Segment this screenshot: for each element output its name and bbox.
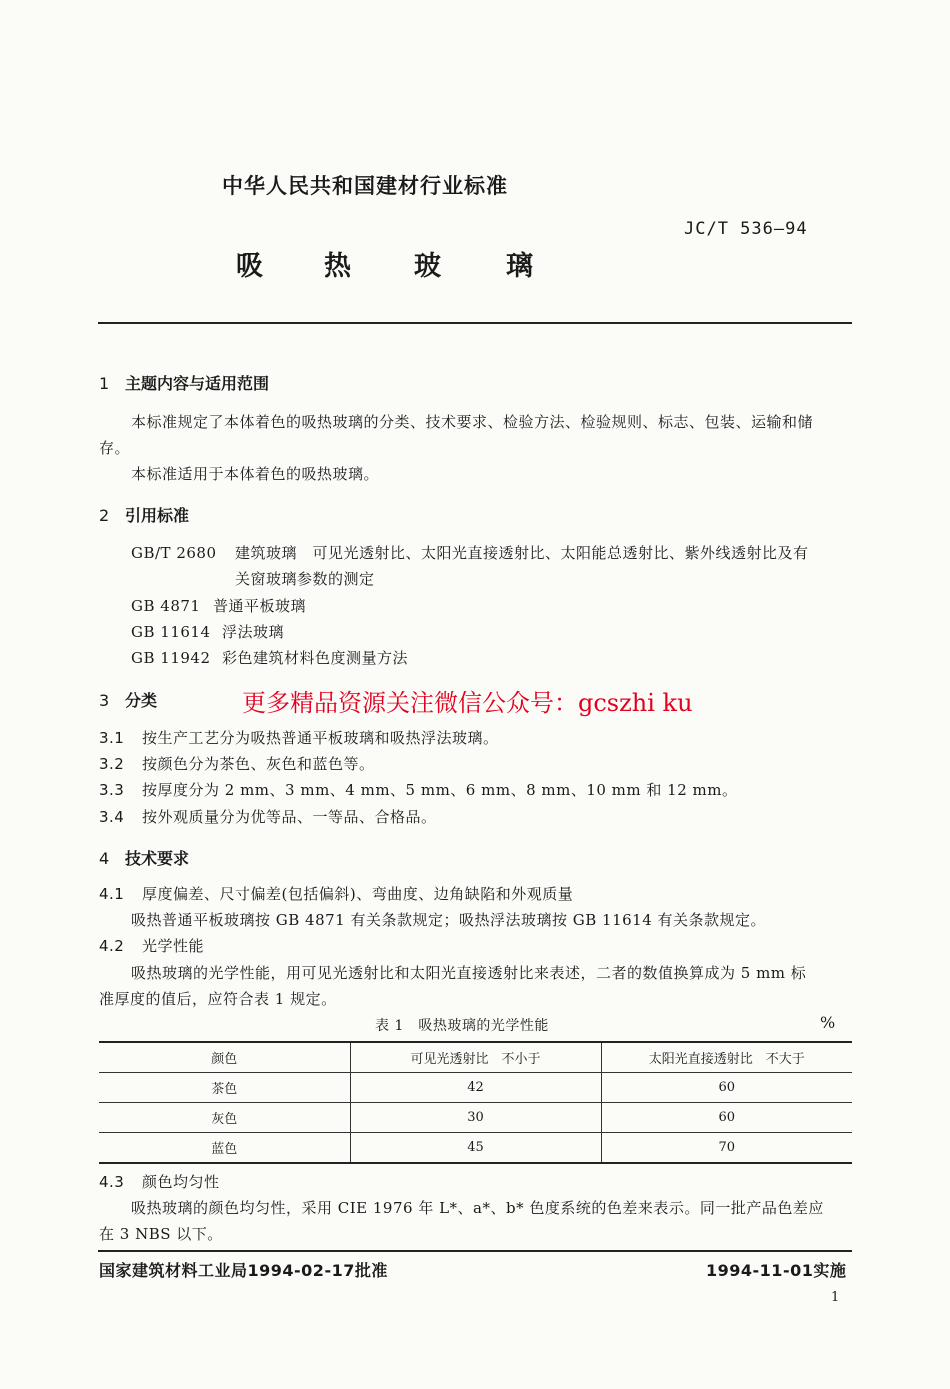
section-number: 2 — [99, 506, 110, 525]
doc-title-char-1: 吸 — [236, 251, 263, 282]
watermark-text: 更多精品资源关注微信公众号：gcszhi ku — [242, 689, 693, 717]
optical-performance-table — [99, 1041, 852, 1164]
page-number: 1 — [831, 1290, 840, 1305]
clause-number: 3.2 — [99, 755, 125, 773]
ref-item — [131, 621, 284, 642]
clause-number: 4.3 — [99, 1173, 125, 1191]
cell-solar: 70 — [601, 1133, 852, 1164]
section-3-heading — [99, 688, 157, 711]
cell-color: 灰色 — [211, 1112, 238, 1127]
clause-4-2-heading — [99, 935, 204, 956]
clause-text: 按外观质量分为优等品、一等品、合格品。 — [142, 808, 437, 826]
cell-color: 茶色 — [211, 1082, 238, 1097]
doc-title-char-3: 玻 — [414, 251, 441, 282]
section-4-heading — [99, 846, 189, 869]
col-header-visible-transmittance: 可见光透射比 不小于 — [350, 1042, 601, 1073]
ref-code: GB 11942 — [131, 649, 211, 667]
cell-visible: 42 — [350, 1073, 601, 1103]
issuing-organization: 中华人民共和国建材行业标准 — [222, 174, 508, 198]
col-header-solar-transmittance: 太阳光直接透射比 不大于 — [601, 1042, 852, 1073]
ref-code: GB 4871 — [131, 597, 201, 615]
ref-title-cont: 关窗玻璃参数的测定 — [235, 570, 375, 588]
clause-4-2-line1: 吸热玻璃的光学性能，用可见光透射比和太阳光直接透射比来表述，二者的数值换算成为 5 mm 标 — [131, 964, 807, 982]
effective-date: 1994-11-01实施 — [706, 1261, 847, 1280]
clause-text: 按厚度分为 2 mm、3 mm、4 mm、5 mm、6 mm、8 mm、10 mm 和 12 mm。 — [142, 781, 738, 799]
clause-number: 3.1 — [99, 729, 125, 747]
ref-item — [131, 595, 306, 616]
ref-item — [131, 542, 809, 563]
ref-title: 彩色建筑材料色度测量方法 — [222, 649, 409, 667]
section-title: 主题内容与适用范围 — [125, 374, 270, 393]
section-number: 3 — [99, 691, 110, 710]
cell-visible: 30 — [350, 1103, 601, 1133]
s1-para1-line1: 本标准规定了本体着色的吸热玻璃的分类、技术要求、检验方法、检验规则、标志、包装、运输和储 — [131, 413, 814, 431]
cell-color: 蓝色 — [211, 1142, 238, 1157]
section-title: 分类 — [125, 691, 158, 710]
ref-item — [131, 647, 408, 668]
col-header-color: 颜色 — [211, 1052, 238, 1067]
clause-4-3-heading — [99, 1171, 220, 1192]
clause-heading: 厚度偏差、尺寸偏差(包括偏斜)、弯曲度、边角缺陷和外观质量 — [142, 885, 574, 903]
clause-3-2 — [99, 753, 375, 774]
ref-code: GB 11614 — [131, 623, 211, 641]
table-caption: 表 1 吸热玻璃的光学性能 — [375, 1018, 549, 1034]
clause-3-1 — [99, 727, 499, 748]
clause-number: 3.3 — [99, 781, 125, 799]
section-title: 引用标准 — [125, 506, 190, 525]
s1-para1-line2: 存。 — [99, 439, 131, 457]
clause-heading: 颜色均匀性 — [142, 1173, 220, 1191]
table-row — [99, 1073, 852, 1103]
cell-solar: 60 — [601, 1073, 852, 1103]
standard-code: JC/T 536—94 — [684, 219, 808, 239]
ref-title: 浮法玻璃 — [222, 623, 285, 641]
clause-3-3 — [99, 779, 737, 800]
clause-heading: 光学性能 — [142, 937, 205, 955]
s1-para2: 本标准适用于本体着色的吸热玻璃。 — [131, 465, 380, 483]
cell-solar: 60 — [601, 1103, 852, 1133]
ref-title: 建筑玻璃 可见光透射比、太阳光直接透射比、太阳能总透射比、紫外线透射比及有 — [235, 544, 809, 562]
section-title: 技术要求 — [125, 849, 190, 868]
section-number: 1 — [99, 374, 110, 393]
table-header-row — [99, 1042, 852, 1073]
clause-4-1-text: 吸热普通平板玻璃按 GB 4871 有关条款规定；吸热浮法玻璃按 GB 11614 有关条款规定。 — [131, 911, 767, 929]
table-row — [99, 1133, 852, 1164]
footer-rule — [98, 1250, 852, 1252]
cell-visible: 45 — [350, 1133, 601, 1164]
clause-text: 按颜色分为茶色、灰色和蓝色等。 — [142, 755, 375, 773]
doc-title-char-4: 璃 — [506, 251, 533, 282]
clause-4-1-heading — [99, 883, 573, 904]
header-rule — [98, 322, 852, 324]
doc-title-char-2: 热 — [324, 251, 351, 282]
section-number: 4 — [99, 849, 110, 868]
table-unit: % — [820, 1013, 836, 1032]
clause-4-3-line2: 在 3 NBS 以下。 — [99, 1225, 223, 1243]
section-1-heading — [99, 371, 269, 394]
table-row — [99, 1103, 852, 1133]
section-2-heading — [99, 503, 189, 526]
clause-number: 4.1 — [99, 885, 125, 903]
clause-3-4 — [99, 806, 437, 827]
clause-4-3-line1: 吸热玻璃的颜色均匀性，采用 CIE 1976 年 L*、a*、b* 色度系统的色差来表示。同一批产品色差应 — [131, 1199, 824, 1217]
ref-code: GB/T 2680 — [131, 544, 217, 562]
approval-date: 国家建筑材料工业局1994-02-17批准 — [99, 1261, 388, 1280]
clause-text: 按生产工艺分为吸热普通平板玻璃和吸热浮法玻璃。 — [142, 729, 499, 747]
clause-number: 3.4 — [99, 808, 125, 826]
clause-number: 4.2 — [99, 937, 125, 955]
ref-title: 普通平板玻璃 — [213, 597, 307, 615]
clause-4-2-line2: 准厚度的值后，应符合表 1 规定。 — [99, 990, 337, 1008]
